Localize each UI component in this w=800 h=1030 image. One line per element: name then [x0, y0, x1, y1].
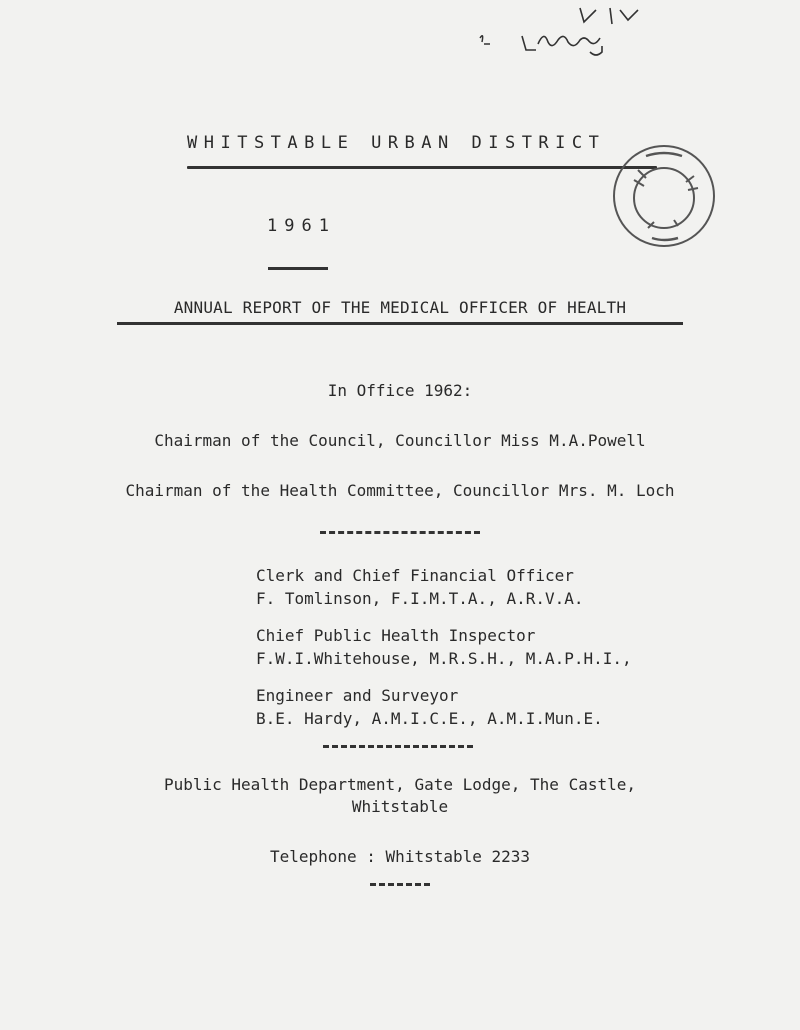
district-title: WHITSTABLE URBAN DISTRICT: [187, 133, 606, 153]
officer-role: Clerk and Chief Financial Officer: [256, 566, 574, 585]
officer-inspector: [256, 624, 632, 670]
year-rule: [268, 267, 328, 270]
section-divider: [323, 745, 473, 748]
section-divider: [320, 531, 480, 534]
handwritten-annotation: [470, 6, 650, 70]
footer-divider: [370, 883, 430, 886]
officer-engineer: [256, 684, 603, 730]
report-year: 1961: [267, 216, 336, 236]
header-rule: [187, 166, 657, 169]
chairman-council: Chairman of the Council, Councillor Miss M.A.Powell: [154, 431, 646, 450]
officer-role: Chief Public Health Inspector: [256, 626, 536, 645]
officer-clerk: [256, 564, 584, 610]
report-title: ANNUAL REPORT OF THE MEDICAL OFFICER OF HEALTH: [173, 298, 627, 317]
in-office-heading: In Office 1962:: [327, 381, 473, 400]
library-stamp: [608, 140, 720, 252]
officer-name: F.W.I.Whitehouse, M.R.S.H., M.A.P.H.I.,: [256, 649, 632, 668]
telephone: Telephone : Whitstable 2233: [269, 847, 531, 866]
officer-name: F. Tomlinson, F.I.M.T.A., A.R.V.A.: [256, 589, 584, 608]
address-line-1: Public Health Department, Gate Lodge, The Castle,: [163, 775, 636, 794]
address-line-2: Whitstable: [351, 797, 449, 816]
officer-role: Engineer and Surveyor: [256, 686, 459, 705]
chairman-health: Chairman of the Health Committee, Councillor Mrs. M. Loch: [125, 481, 675, 500]
officer-name: B.E. Hardy, A.M.I.C.E., A.M.I.Mun.E.: [256, 709, 603, 728]
report-title-rule: [117, 322, 683, 325]
